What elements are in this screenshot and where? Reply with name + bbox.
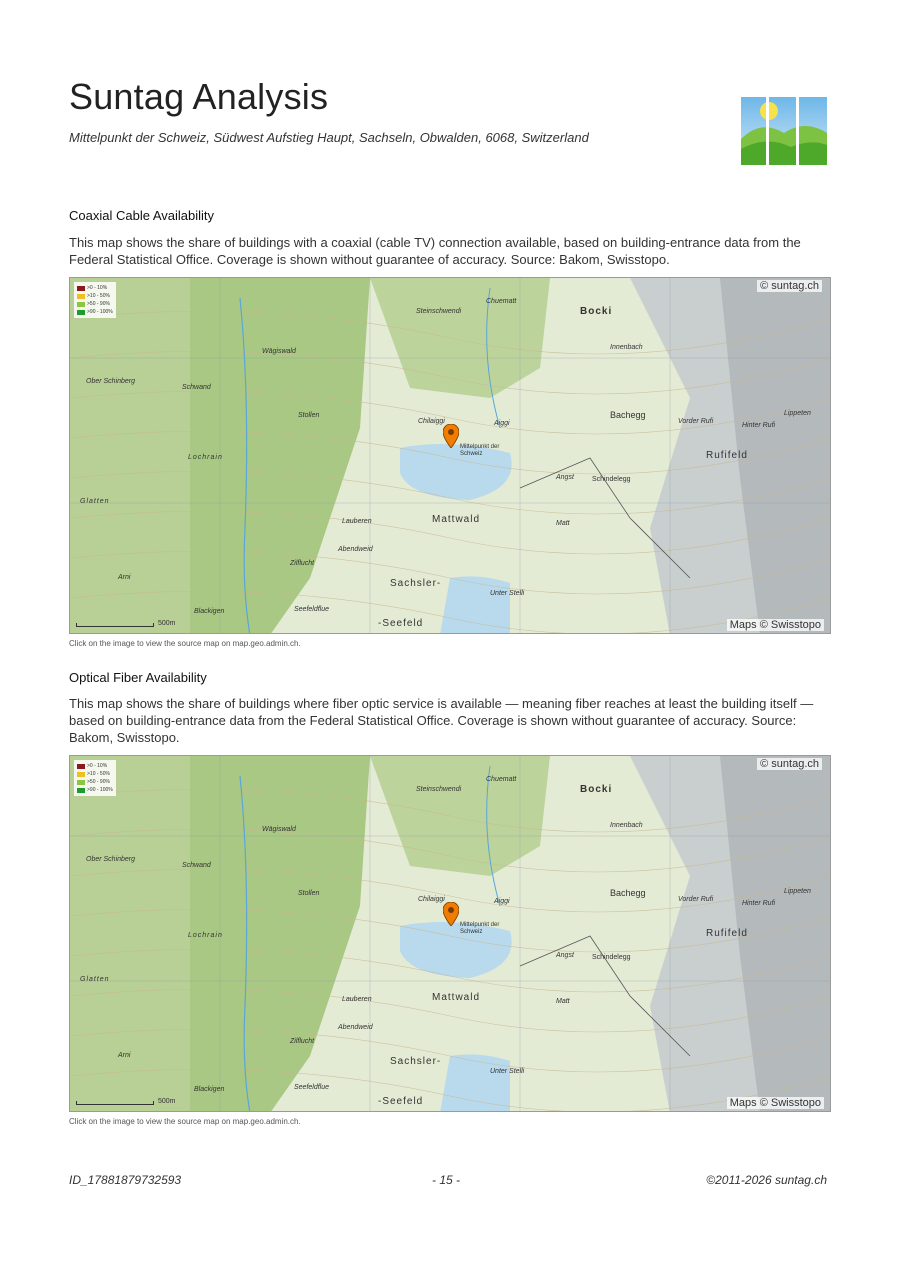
legend-label: >90 - 100% xyxy=(87,309,113,315)
section-description-fiber: This map shows the share of buildings where fiber optic service is available — meaning fiber reaches at least the building itself — based on building-entrance data from the Federal Statistical Office. Coverage is shown without guarantee of accuracy. Source: Bakom, Swisstopo. xyxy=(69,696,814,745)
map-place-label: Unter Stelli xyxy=(490,590,525,597)
coaxial-map[interactable] xyxy=(69,277,831,634)
map-place-label: Zilflucht xyxy=(290,1038,315,1045)
map-place-label: Stollen xyxy=(298,890,320,897)
section-heading-coaxial: Coaxial Cable Availability xyxy=(69,208,215,223)
map-attribution: Maps © Swisstopo xyxy=(727,619,824,631)
legend-label: >50 - 90% xyxy=(87,301,110,307)
map-place-label: Rufifeld xyxy=(706,928,748,939)
legend-label: >10 - 50% xyxy=(87,771,110,777)
map-place-label: Innenbach xyxy=(610,344,643,351)
map-place-label: -Seefeld xyxy=(378,1096,424,1107)
page-title: Suntag Analysis xyxy=(69,76,329,117)
map-place-label: Sachsler- xyxy=(390,1056,442,1067)
fiber-map[interactable] xyxy=(69,755,831,1112)
page-subtitle: Mittelpunkt der Schweiz, Südwest Aufstieg Haupt, Sachseln, Obwalden, 6068, Switzerland xyxy=(69,130,589,145)
map-place-label: Stollen xyxy=(298,412,320,419)
map-place-label: Matt xyxy=(556,520,570,527)
map-place-label: Mittelpunkt der Schweiz xyxy=(460,922,500,935)
map-place-label: -Seefeld xyxy=(378,618,424,629)
map-place-label: Bocki xyxy=(580,784,613,795)
section-description-coaxial: This map shows the share of buildings with a coaxial (cable TV) connection available, based on building-entrance data from the Federal Statistical Office. Coverage is shown without guarantee of accuracy. Source: Bakom, Swisstopo. xyxy=(69,235,801,267)
map-place-label: Arni xyxy=(118,1052,131,1059)
map-place-label: Chuematt xyxy=(486,298,517,305)
legend-label: >10 - 50% xyxy=(87,293,110,299)
legend-swatch xyxy=(77,286,85,291)
map-legend xyxy=(74,282,116,318)
section-heading-fiber: Optical Fiber Availability xyxy=(69,670,207,685)
map-place-label: Lauberen xyxy=(342,518,372,525)
map-place-label: Seefeldflue xyxy=(294,1084,330,1091)
scale-label: 500m xyxy=(158,620,176,627)
map-place-label: Unter Stelli xyxy=(490,1068,525,1075)
map-place-label: Blackigen xyxy=(194,1086,225,1093)
map-caption-link[interactable]: Click on the image to view the source map on map.geo.admin.ch. xyxy=(69,1117,301,1126)
map-place-label: Wägiswald xyxy=(262,826,296,833)
map-place-label: Vorder Rufi xyxy=(678,418,714,425)
map-place-label: Hinter Rufi xyxy=(742,422,776,429)
map-place-label: Bachegg xyxy=(610,410,646,420)
map-place-label: Arni xyxy=(118,574,131,581)
map-place-label: Bocki xyxy=(580,306,613,317)
map-place-label: Matt xyxy=(556,998,570,1005)
legend-swatch xyxy=(77,764,85,769)
footer-page-number: - 15 - xyxy=(432,1173,461,1187)
map-place-label: Bachegg xyxy=(610,888,646,898)
legend-label: >50 - 90% xyxy=(87,779,110,785)
suntag-logo-icon xyxy=(741,89,827,165)
map-place-label: Mattwald xyxy=(432,514,481,525)
map-place-label: Lochrain xyxy=(188,932,223,939)
map-place-label: Aiggi xyxy=(494,420,510,427)
map-legend xyxy=(74,760,116,796)
legend-swatch xyxy=(77,294,85,299)
legend-swatch xyxy=(77,788,85,793)
legend-swatch xyxy=(77,310,85,315)
map-place-label: Sachsler- xyxy=(390,578,442,589)
map-place-label: Abendweid xyxy=(338,546,373,553)
map-place-label: Glatten xyxy=(80,498,110,505)
legend-label: >90 - 100% xyxy=(87,787,113,793)
map-copyright: © suntag.ch xyxy=(757,280,822,292)
map-place-label: Schwand xyxy=(182,862,211,869)
legend-label: >0 - 10% xyxy=(87,763,108,769)
map-place-label: Hinter Rufi xyxy=(742,900,776,907)
map-place-label: Schindelegg xyxy=(592,476,631,483)
map-place-label: Lauberen xyxy=(342,996,372,1003)
map-place-label: Aiggi xyxy=(494,898,510,905)
map-place-label: Blackigen xyxy=(194,608,225,615)
legend-swatch xyxy=(77,780,85,785)
map-place-label: Abendweid xyxy=(338,1024,373,1031)
map-place-label: Ober Schinberg xyxy=(86,856,136,863)
location-pin-icon[interactable] xyxy=(443,424,459,448)
map-caption-link[interactable]: Click on the image to view the source map on map.geo.admin.ch. xyxy=(69,639,301,648)
map-place-label: Innenbach xyxy=(610,822,643,829)
scale-label: 500m xyxy=(158,1098,176,1105)
map-place-label: Rufifeld xyxy=(706,450,748,461)
location-pin-icon[interactable] xyxy=(443,902,459,926)
map-place-label: Schwand xyxy=(182,384,211,391)
map-place-label: Glatten xyxy=(80,976,110,983)
footer-copyright: ©2011-2026 suntag.ch xyxy=(706,1173,827,1187)
map-place-label: Vorder Rufi xyxy=(678,896,714,903)
map-place-label: Seefeldflue xyxy=(294,606,330,613)
map-place-label: Angst xyxy=(556,952,574,959)
map-place-label: Zilflucht xyxy=(290,560,315,567)
map-place-label: Lippeten xyxy=(784,410,811,417)
map-place-label: Steinschwendi xyxy=(416,786,462,793)
map-place-label: Chuematt xyxy=(486,776,517,783)
map-place-label: Wägiswald xyxy=(262,348,296,355)
map-place-label: Lippeten xyxy=(784,888,811,895)
map-copyright: © suntag.ch xyxy=(757,758,822,770)
map-scalebar xyxy=(76,620,176,627)
map-place-label: Chilaiggi xyxy=(418,896,445,903)
map-place-label: Lochrain xyxy=(188,454,223,461)
map-place-label: Steinschwendi xyxy=(416,308,462,315)
map-place-label: Schindelegg xyxy=(592,954,631,961)
map-place-label: Angst xyxy=(556,474,574,481)
map-place-label: Ober Schinberg xyxy=(86,378,136,385)
map-place-label: Mattwald xyxy=(432,992,481,1003)
footer-document-id: ID_17881879732593 xyxy=(69,1173,182,1187)
map-place-label: Mittelpunkt der Schweiz xyxy=(460,444,500,457)
map-place-label: Chilaiggi xyxy=(418,418,445,425)
legend-label: >0 - 10% xyxy=(87,285,108,291)
legend-swatch xyxy=(77,302,85,307)
map-attribution: Maps © Swisstopo xyxy=(727,1097,824,1109)
legend-swatch xyxy=(77,772,85,777)
map-scalebar xyxy=(76,1098,176,1105)
